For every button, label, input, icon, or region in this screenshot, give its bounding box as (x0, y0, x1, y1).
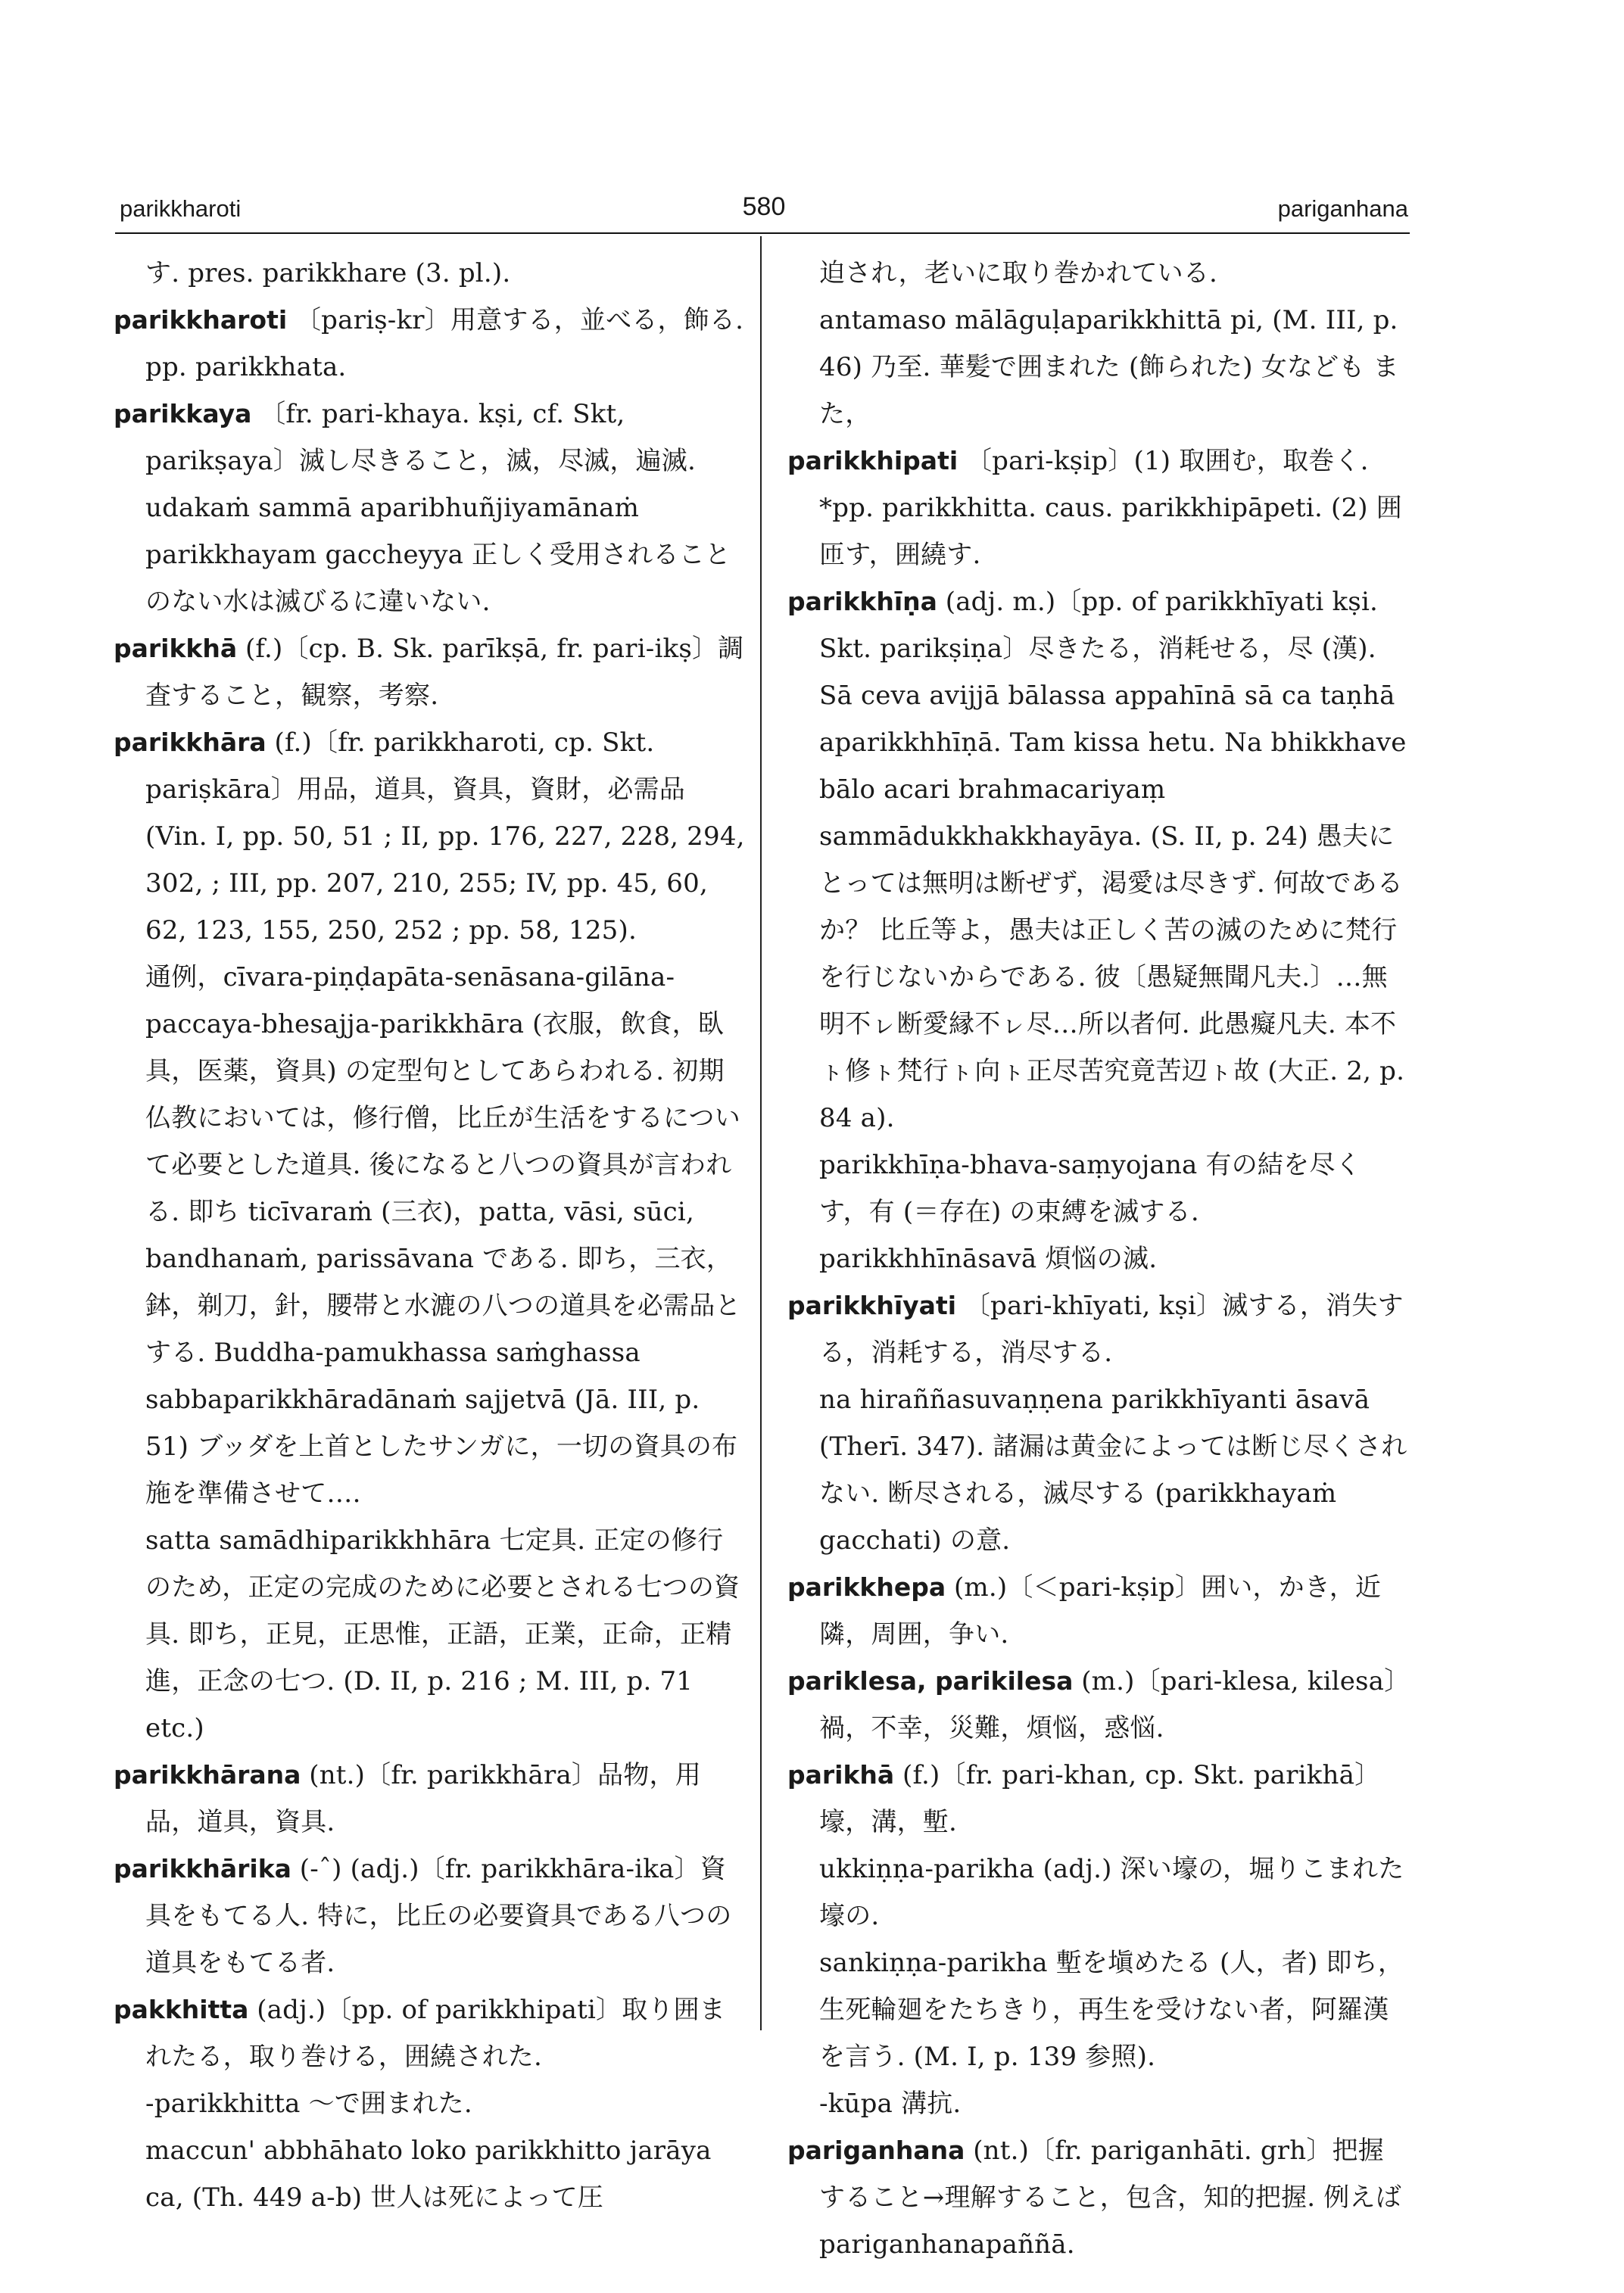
dictionary-entry (787, 1282, 1408, 1376)
headword: pariganhana (787, 2136, 965, 2165)
entry-continuation (114, 250, 746, 297)
entry-text: parikkhhīnāsavā 煩悩の滅. (819, 1244, 1158, 1274)
entry-text: 〔pari-kṣip〕(1) 取囲む，取巻く. *pp. parikkhitta. caus. parikkhipāpeti. (2) 囲匝す，囲繞す. (819, 446, 1402, 570)
right-column (787, 250, 1408, 2268)
page-header (120, 192, 1408, 233)
dictionary-entry (114, 625, 746, 719)
entry-text: (-ˆ) (adj.)〔fr. parikkhāra-ika〕資具をもてる人. 特に，比丘の必要資具である八つの道具をもてる者. (145, 1854, 732, 1978)
page-number: 580 (742, 192, 786, 221)
entry-text: (adj.)〔pp. of parikkhipati〕取り囲まれたる，取り巻ける，囲繞された. (145, 1995, 726, 2072)
entry-text: (m.)〔＜pari-kṣip〕囲い，かき，近隣，周囲，争い. (819, 1572, 1382, 1650)
entry-text: sankiṇṇa-parikha 塹を塡めたる (人，者) 即ち，生死輪廻をたちきり，再生を受けない者，阿羅漢を言う. (M. I, p. 139 参照). (819, 1948, 1404, 2072)
entry-text: -parikkhitta ～で囲まれた. (145, 2089, 472, 2119)
headword: parikkhārika (114, 1854, 291, 1883)
dictionary-entry (114, 1846, 746, 1986)
entry-example (787, 1142, 1408, 1235)
headword: pakkhitta (114, 1995, 249, 2024)
entry-text: (m.)〔pari-klesa, kilesa〕禍，不幸，災難，煩悩，惑悩. (819, 1666, 1398, 1743)
headword: parikkharoti (114, 305, 288, 335)
entry-text: na hiraññasuvaṇṇena parikkhīyanti āsavā (Therī. 347). 諸漏は黄金によっては断じ尽くされない. 断尽される，滅尽する (parikkhayaṁ gacchati) の意. (819, 1385, 1407, 1556)
dictionary-entry (787, 1752, 1408, 1846)
entry-text: 〔pariṣ-kr〕用意する，並べる，飾る. pp. parikkhata. (145, 305, 744, 382)
entry-example (787, 297, 1408, 438)
headword: parikkhāra (114, 727, 267, 757)
entry-example (114, 954, 746, 1517)
dictionary-entry (787, 1658, 1408, 1752)
entry-example (787, 1235, 1408, 1282)
dictionary-entry (114, 297, 746, 391)
entry-text: 〔pari-khīyati, kṣi〕滅する，消失する，消耗する，消尽する. (819, 1291, 1404, 1368)
headword: parikkhīṇa (787, 587, 937, 616)
entry-text: (f.)〔cp. B. Sk. parīkṣā, fr. pari-ikṣ〕調査すること，観察，考察. (145, 634, 744, 711)
dictionary-entry (787, 438, 1408, 578)
entry-text: 迫され，老いに取り巻かれている. (819, 258, 1218, 288)
entry-continuation (787, 250, 1408, 297)
entry-text: -kūpa 溝抗. (819, 2089, 962, 2119)
entry-text: satta samādhiparikkhhāra 七定具. 正定の修行のため，正定の完成のために必要とされる七つの資具. 即ち，正見，正思惟，正語，正業，正命，正精進，正念の七つ. (D. II, p. 216 ; M. III, p. 71 etc.) (145, 1525, 740, 1743)
entry-example (787, 2080, 1408, 2127)
dictionary-entry (787, 2127, 1408, 2268)
entry-text: 〔fr. pari-khaya. kṣi, cf. Skt, parikṣaya〕滅し尽きること，滅，尽滅，遍滅. (145, 399, 696, 476)
dictionary-entry (114, 391, 746, 484)
headword: parikkhīyati (787, 1291, 957, 1320)
entry-text: す. pres. parikkhare (3. pl.). (145, 258, 511, 288)
headword: parikkaya (114, 399, 252, 428)
header-rule (115, 232, 1410, 234)
headword: parikkhā (114, 634, 238, 663)
headword: parikhā (787, 1760, 895, 1790)
entry-text: (adj. m.)〔pp. of parikkhīyati kṣi. Skt. parikṣiṇa〕尽きたる，消耗せる，尽 (漢). (819, 587, 1379, 664)
dictionary-entry (114, 1752, 746, 1846)
headword: parikkhepa (787, 1572, 946, 1602)
entry-text: parikkhīṇa-bhava-saṃyojana 有の結を尽くす，有 (＝存在) の束縛を滅する. (819, 1150, 1361, 1227)
entry-text: (nt.)〔fr. parikkhāra〕品物，用品，道具，資具. (145, 1760, 701, 1837)
entry-text: (f.)〔fr. parikkharoti, cp. Skt. pariṣkāra〕用品，道具，資具，資財，必需品 (Vin. I, pp. 50, 51 ; II, pp. 176, 227, 228, 294, 302, ; III, pp. 207, 210, 255; IV, pp. 45, 60, 62, 123, 155, 250, 252 ; pp. 58, 125). (145, 727, 745, 946)
entry-example (787, 1939, 1408, 2080)
entry-text: (nt.)〔fr. pariganhāti. grh〕把握すること→理解すること，包含，知的把握. 例えば pariganhanapaññā. (819, 2136, 1401, 2260)
entry-text: 通例，cīvara-piṇḍapāta-senāsana-gilāna-paccaya-bhesajja-parikkhāra (衣服，飲食，臥具，医薬，資具) の定型句としてあらわれる. 初期仏教においては，修行僧，比丘が生活をするについて必要とした道具. 後になると八つの資具が言われる. 即ち ticīvaraṁ (三衣)，patta, vāsi, sūci, bandhanaṁ, parissāvana である. 即ち，三衣，鉢，剃刀，針，腰帯と水漉の八つの道具を必需品とする. Buddha-pamukhassa saṁghassa sabbaparikkhāradānaṁ sajjetvā (Jā. III, p. 51) ブッダを上首としたサンガに，一切の資具の布施を準備させて…. (145, 962, 741, 1509)
dictionary-entry (787, 578, 1408, 672)
running-head-left: parikkharoti (120, 195, 242, 222)
entry-example (114, 484, 746, 625)
headword: parikkhārana (114, 1760, 301, 1790)
dictionary-entry (114, 719, 746, 954)
entry-example (114, 2080, 746, 2127)
column-divider (760, 236, 762, 2030)
entry-text: ukkiṇṇa-parikha (adj.) 深い壕の，堀りこまれた壕の. (819, 1854, 1404, 1931)
headword: pariklesa, parikilesa (787, 1666, 1074, 1696)
entry-example (787, 1846, 1408, 1939)
entry-example (114, 2127, 746, 2221)
entry-text: Sā ceva avijjā bālassa appahīnā sā ca taṇhā aparikkhhīṇā. Tam kissa hetu. Na bhikkhave bālo acari brahmacariyaṃ sammādukkhakkhayāya. (S. II, p. 24) 愚夫にとっては無明は断ぜず，渇愛は尽きず. 何故であるか？ 比丘等よ，愚夫は正しく苦の滅のために梵行を行じないからである. 彼〔愚疑無聞凡夫.〕…無明不ㇾ断愛縁不ㇾ尽…所以者何. 此愚癡凡夫. 本不ㇳ修ㇳ梵行ㇳ向ㇳ正尽苦究竟苦辺ㇳ故 (大正. 2, p. 84 a). (819, 681, 1407, 1133)
dictionary-entry (114, 1986, 746, 2080)
headword: parikkhipati (787, 446, 959, 475)
entry-example (787, 1376, 1408, 1564)
entry-text: udakaṁ sammā aparibhuñjiyamānaṁ parikkhayam gaccheyya 正しく受用されることのない水は滅びるに違いない. (145, 493, 731, 617)
dictionary-entry (787, 1564, 1408, 1658)
entry-text: maccun' abbhāhato loko parikkhitto jarāya ca, (Th. 449 a-b) 世人は死によって圧 (145, 2136, 712, 2213)
running-head-right: pariganhana (1277, 195, 1408, 222)
entry-text: (f.)〔fr. pari-khan, cp. Skt. parikhā〕壕，溝，塹. (819, 1760, 1381, 1837)
entry-text: antamaso mālāguḷaparikkhittā pi, (M. III, p. 46) 乃至. 華髪で囲まれた (飾られた) 女なども また， (819, 305, 1399, 429)
entry-example (114, 1517, 746, 1752)
entry-example (787, 672, 1408, 1142)
left-column (114, 250, 746, 2221)
